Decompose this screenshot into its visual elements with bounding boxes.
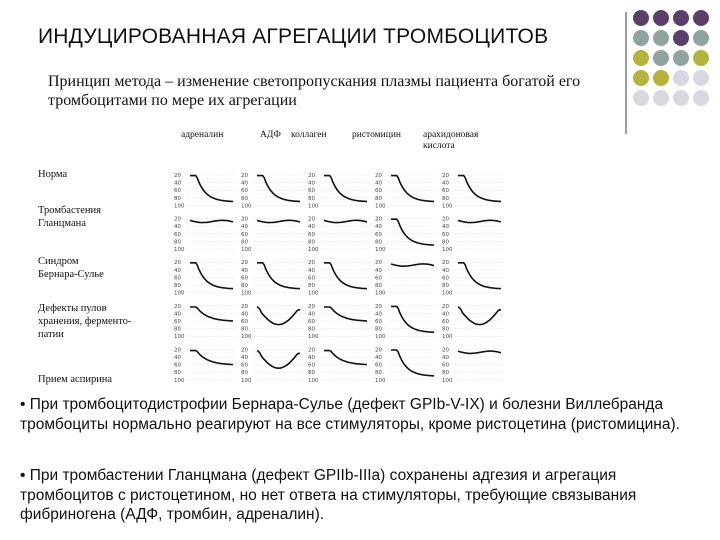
aggregation-curve-cell (174, 347, 237, 383)
decorative-dot (633, 50, 649, 66)
axis-tick-label: 80 (375, 239, 382, 246)
row-label-bernard-soulier: Синдром Бернара-Сулье (38, 256, 104, 280)
axis-tick-label: 100 (241, 377, 252, 384)
axis-tick-label: 60 (375, 362, 382, 369)
axis-tick-label: 100 (375, 203, 386, 210)
axis-tick-label: 40 (308, 224, 315, 231)
axis-tick-label: 60 (308, 231, 315, 238)
axis-tick-label: 100 (308, 290, 319, 297)
aggregation-curve (391, 306, 434, 332)
decorative-dot (673, 90, 689, 106)
axis-tick-label: 60 (442, 275, 449, 282)
aggregation-curve-cell (375, 260, 438, 296)
decorative-dot (653, 70, 669, 86)
row-label-storage-pool: Дефекты пулов хранения, ферменто- патии (38, 303, 132, 340)
row-label-norm: Норма (38, 169, 68, 180)
aggregation-curve-cell (308, 304, 371, 340)
axis-tick-label: 40 (308, 355, 315, 361)
aggregation-curve (391, 264, 434, 266)
axis-tick-label: 80 (174, 239, 181, 246)
axis-tick-label: 60 (241, 188, 248, 195)
aggregation-curve-cell (375, 217, 438, 253)
aggregation-curve (257, 351, 300, 369)
axis-tick-label: 40 (308, 180, 315, 187)
axis-tick-label: 20 (375, 260, 382, 267)
aggregation-curve (190, 220, 233, 222)
decorative-dot (693, 70, 709, 86)
axis-tick-label: 60 (174, 362, 181, 369)
aggregation-curve (391, 219, 434, 245)
bullet-glanzmann: • При тромбастении Гланцмана (дефект GPIIb-IIIa) сохранены адгезия и агрегация тромбоцитов с ристоцетином, но нет ответа на стимуляторы, требующие связывания фибриногена (АДФ, тромбин, адреналин). (20, 467, 637, 523)
axis-tick-label: 100 (241, 290, 252, 297)
axis-tick-label: 100 (174, 247, 185, 253)
aggregation-curves-figure (34, 130, 514, 388)
axis-tick-label: 60 (375, 319, 382, 325)
aggregation-curve (324, 307, 367, 321)
decorative-dot (673, 10, 689, 26)
aggregation-curve-cell (442, 173, 505, 209)
curve-grid (174, 170, 509, 388)
axis-tick-label: 80 (375, 195, 382, 202)
axis-tick-label: 80 (174, 370, 181, 377)
axis-tick-label: 80 (308, 195, 315, 202)
decorative-dot (693, 90, 709, 106)
aggregation-curve-cell (375, 304, 438, 340)
axis-tick-label: 20 (241, 173, 248, 179)
axis-tick-label: 20 (174, 216, 181, 223)
axis-tick-label: 40 (308, 267, 315, 274)
axis-tick-label: 20 (375, 173, 382, 179)
axis-tick-label: 60 (375, 188, 382, 195)
axis-tick-label: 60 (442, 188, 449, 195)
axis-tick-label: 40 (174, 180, 181, 187)
decorative-dot (653, 90, 669, 106)
axis-tick-label: 20 (375, 216, 382, 223)
axis-tick-label: 80 (241, 195, 248, 202)
axis-tick-label: 40 (442, 311, 449, 318)
axis-tick-label: 60 (308, 319, 315, 325)
axis-tick-label: 40 (442, 180, 449, 187)
aggregation-curve (257, 220, 300, 222)
axis-tick-label: 60 (174, 231, 181, 238)
aggregation-curve (190, 351, 233, 365)
axis-tick-label: 20 (308, 216, 315, 223)
decorative-dot (693, 50, 709, 66)
axis-tick-label: 100 (442, 334, 453, 341)
decorative-dot (633, 30, 649, 46)
aggregation-curve-cell (308, 173, 371, 209)
decorative-dot (633, 70, 649, 86)
agent-label-arachidonic-acid: арахидоновая кислота (423, 130, 479, 151)
axis-tick-label: 60 (241, 231, 248, 238)
axis-tick-label: 20 (375, 303, 382, 310)
agent-label-collagen: коллаген (291, 130, 327, 140)
axis-tick-label: 20 (241, 260, 248, 267)
axis-tick-label: 40 (375, 180, 382, 187)
decorative-dot (693, 10, 709, 26)
axis-tick-label: 40 (174, 355, 181, 361)
axis-tick-label: 20 (241, 303, 248, 310)
aggregation-curve (458, 307, 501, 325)
aggregation-curve (458, 351, 501, 353)
decorative-dot (633, 10, 649, 26)
axis-tick-label: 40 (174, 224, 181, 231)
axis-tick-label: 40 (375, 267, 382, 274)
axis-tick-label: 20 (174, 347, 181, 354)
axis-tick-label: 80 (174, 195, 181, 202)
decorative-dot (653, 50, 669, 66)
axis-tick-label: 60 (174, 188, 181, 195)
axis-tick-label: 20 (308, 347, 315, 354)
axis-tick-label: 80 (174, 326, 181, 333)
axis-tick-label: 60 (442, 231, 449, 238)
aggregation-curve-cell (174, 260, 237, 296)
axis-tick-label: 20 (308, 260, 315, 267)
axis-tick-label: 100 (241, 247, 252, 253)
axis-tick-label: 80 (375, 283, 382, 289)
agent-label-adrenaline: адреналин (181, 130, 224, 140)
aggregation-curve (324, 351, 367, 365)
axis-tick-label: 20 (442, 216, 449, 223)
axis-tick-label: 100 (308, 247, 319, 253)
aggregation-curve-cell (241, 304, 304, 340)
axis-tick-label: 80 (308, 326, 315, 333)
axis-tick-label: 80 (375, 370, 382, 377)
axis-tick-label: 40 (375, 311, 382, 318)
axis-tick-label: 80 (241, 239, 248, 246)
aggregation-curve (324, 263, 367, 289)
axis-tick-label: 40 (375, 224, 382, 231)
bullet-bernard-soulier: • При тромбоцитодистрофии Бернара-Сулье (дефект GPIb-V-IX) и болезни Виллебранда тромбоциты нормально реагируют на все стимуляторы, кроме ристоцетина (ристомицина). (20, 396, 680, 433)
aggregation-curve (257, 176, 300, 202)
axis-tick-label: 100 (442, 377, 453, 384)
decorative-dot-grid (633, 10, 713, 118)
axis-tick-label: 20 (174, 260, 181, 267)
aggregation-curve-cell (442, 347, 505, 383)
axis-tick-label: 80 (308, 283, 315, 289)
aggregation-curve-cell (174, 217, 237, 253)
axis-tick-label: 100 (241, 203, 252, 210)
decorative-dot (633, 90, 649, 106)
aggregation-curve-cell (442, 260, 505, 296)
axis-tick-label: 20 (308, 303, 315, 310)
axis-tick-label: 100 (375, 377, 386, 384)
axis-tick-label: 60 (375, 275, 382, 282)
method-principle-text: Принцип метода – изменение светопропускания плазмы пациента богатой его тромбоцитами по мере их агрегации (48, 73, 581, 109)
axis-tick-label: 40 (241, 311, 248, 318)
axis-tick-label: 60 (442, 319, 449, 325)
axis-tick-label: 100 (308, 377, 319, 384)
aggregation-curve (458, 220, 501, 222)
axis-tick-label: 40 (375, 355, 382, 361)
axis-tick-label: 20 (174, 303, 181, 310)
decorative-dot (653, 10, 669, 26)
axis-tick-label: 20 (241, 347, 248, 354)
axis-tick-label: 60 (241, 275, 248, 282)
axis-tick-label: 60 (308, 362, 315, 369)
aggregation-curve-cell (241, 347, 304, 383)
axis-tick-label: 80 (174, 283, 181, 289)
decorative-dot (673, 50, 689, 66)
axis-tick-label: 40 (442, 224, 449, 231)
axis-tick-label: 60 (241, 362, 248, 369)
axis-tick-label: 80 (442, 370, 449, 377)
axis-tick-label: 80 (241, 370, 248, 377)
page-title: ИНДУЦИРОВАННАЯ АГРЕГАЦИИ ТРОМБОЦИТОВ (38, 25, 549, 48)
aggregation-curve-cell (308, 260, 371, 296)
aggregation-curve (257, 307, 300, 325)
agent-label-ristomycin: ристомицин (352, 130, 401, 140)
decorative-dot (693, 30, 709, 46)
axis-tick-label: 80 (308, 239, 315, 246)
aggregation-curve-cell (308, 217, 371, 253)
aggregation-curve-cell (174, 173, 237, 209)
axis-tick-label: 40 (442, 267, 449, 274)
axis-tick-label: 40 (174, 311, 181, 318)
axis-tick-label: 20 (442, 347, 449, 354)
decorative-dot (673, 70, 689, 86)
aggregation-curve-cell (375, 347, 438, 383)
axis-tick-label: 40 (174, 267, 181, 274)
axis-tick-label: 60 (241, 319, 248, 325)
axis-tick-label: 80 (241, 326, 248, 333)
divider-line (625, 12, 627, 134)
axis-tick-label: 60 (308, 275, 315, 282)
axis-tick-label: 100 (308, 203, 319, 210)
axis-tick-label: 100 (174, 290, 185, 297)
aggregation-curve (458, 176, 501, 202)
decorative-dot (653, 30, 669, 46)
axis-tick-label: 80 (442, 239, 449, 246)
aggregation-curve-cell (241, 173, 304, 209)
axis-tick-label: 100 (174, 377, 185, 384)
axis-tick-label: 100 (442, 203, 453, 210)
axis-tick-label: 100 (241, 334, 252, 341)
aggregation-curve-cell (241, 260, 304, 296)
axis-tick-label: 80 (308, 370, 315, 377)
axis-tick-label: 20 (442, 303, 449, 310)
axis-tick-label: 100 (174, 334, 185, 341)
axis-tick-label: 100 (308, 334, 319, 341)
axis-tick-label: 40 (241, 267, 248, 274)
row-label-glanzmann: Тромбастения Гланцмана (38, 205, 101, 229)
axis-tick-label: 80 (241, 283, 248, 289)
axis-tick-label: 60 (442, 362, 449, 369)
axis-tick-label: 40 (241, 355, 248, 361)
axis-tick-label: 20 (375, 347, 382, 354)
axis-tick-label: 60 (174, 319, 181, 325)
aggregation-curve-cell (308, 347, 371, 383)
axis-tick-label: 40 (308, 311, 315, 318)
aggregation-curve (391, 350, 434, 376)
axis-tick-label: 100 (442, 247, 453, 253)
aggregation-curve-cell (241, 217, 304, 253)
aggregation-curve (458, 263, 501, 289)
axis-tick-label: 20 (442, 173, 449, 179)
aggregation-curve (324, 220, 367, 222)
agent-label-adp: АДФ (260, 130, 281, 140)
aggregation-curve-cell (442, 304, 505, 340)
aggregation-curve (257, 263, 300, 289)
aggregation-curve (391, 176, 434, 202)
axis-tick-label: 40 (241, 224, 248, 231)
aggregation-curve-cell (375, 173, 438, 209)
axis-tick-label: 60 (174, 275, 181, 282)
aggregation-curve-cell (174, 304, 237, 340)
axis-tick-label: 80 (442, 283, 449, 289)
aggregation-curve-cell (442, 217, 505, 253)
row-label-aspirin: Прием аспирина (38, 374, 113, 385)
axis-tick-label: 80 (375, 326, 382, 333)
decorative-dot (673, 30, 689, 46)
axis-tick-label: 60 (375, 231, 382, 238)
axis-tick-label: 60 (308, 188, 315, 195)
axis-tick-label: 100 (375, 247, 386, 253)
axis-tick-label: 80 (442, 326, 449, 333)
axis-tick-label: 40 (241, 180, 248, 187)
aggregation-curve (324, 176, 367, 202)
axis-tick-label: 100 (375, 334, 386, 341)
axis-tick-label: 20 (174, 173, 181, 179)
axis-tick-label: 20 (308, 173, 315, 179)
axis-tick-label: 20 (241, 216, 248, 223)
aggregation-curve (190, 307, 233, 321)
axis-tick-label: 80 (442, 195, 449, 202)
aggregation-curve (190, 176, 233, 202)
axis-tick-label: 40 (442, 355, 449, 361)
axis-tick-label: 100 (442, 290, 453, 297)
axis-tick-label: 100 (174, 203, 185, 210)
aggregation-curve (190, 263, 233, 289)
axis-tick-label: 100 (375, 290, 386, 297)
axis-tick-label: 20 (442, 260, 449, 267)
